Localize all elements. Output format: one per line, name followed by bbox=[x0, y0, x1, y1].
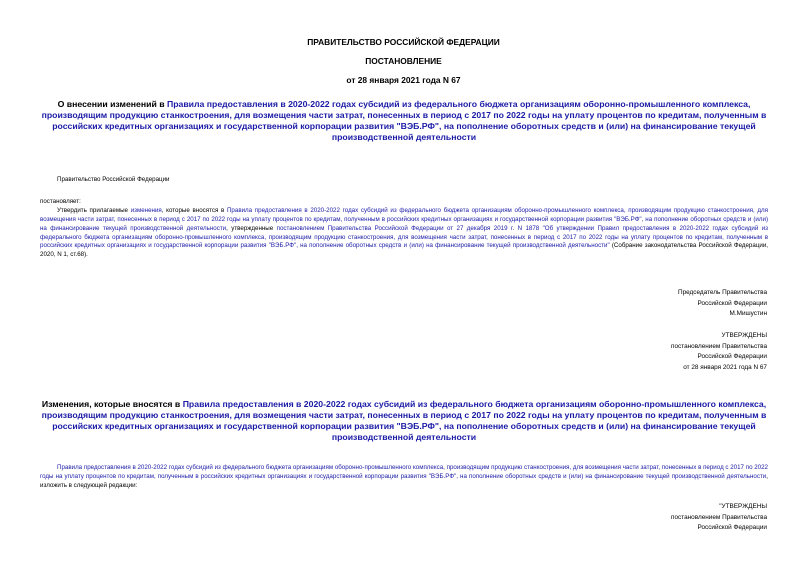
p1-mid1: , которые вносятся в bbox=[161, 207, 227, 214]
changes-title bbox=[40, 399, 768, 443]
changes-paragraph bbox=[40, 464, 768, 491]
approved-block bbox=[671, 331, 767, 373]
approved-line-4: от 28 января 2021 года N 67 bbox=[683, 363, 767, 371]
signature-line-2: Российской Федерации bbox=[697, 299, 767, 307]
changes-link[interactable]: изменения bbox=[130, 207, 162, 214]
approved-line-1: УТВЕРЖДЕНЫ bbox=[721, 332, 767, 339]
issuer-text: Правительство Российской Федерации bbox=[57, 176, 170, 183]
title-rules-link[interactable]: Правила предоставления в 2020-2022 годах субсидий из федерального бюджета организациям оборонно-промышленного комплекса, производящим продукцию станкостроения, для возмещения части затрат, понесенных в период с 2017 по 2022 годы на уплату процентов по кредитам, полученным в российских кредитных организациях и государственной корпорации развития "ВЭБ.РФ", на пополнение оборотных средств и (или) на финансирование текущей производственной деятельности bbox=[41, 99, 767, 142]
changes-title-rules-link[interactable]: Правила предоставления в 2020-2022 годах субсидий из федерального бюджета организациям оборонно-промышленного комплекса, производящим продукцию станкостроения, для возмещения части затрат, понесенных в период с 2017 по 2022 годы на уплату процентов по кредитам, полученным в российских кредитных организациях и государственной корпорации развития "ВЭБ.РФ", на пополнение оборотных средств и (или) на финансирование текущей производственной деятельности bbox=[41, 399, 767, 442]
approved2-line-3: Российской Федерации bbox=[697, 524, 767, 531]
approved-line-2: постановлением Правительства bbox=[671, 342, 767, 350]
government-name: ПРАВИТЕЛЬСТВО РОССИЙСКОЙ ФЕДЕРАЦИИ bbox=[307, 37, 500, 47]
changes-rules-link[interactable]: Правила предоставления в 2020-2022 годах субсидий из федерального бюджета организациям оборонно-промышленного комплекса, производящим продукцию станкостроения, для возмещения части затрат, понесенных в период с 2017 по 2022 годы на уплату процентов по кредитам, полученным в российских кредитных организациях и государственной корпорации развития "ВЭБ.РФ", на пополнение оборотных средств и (или) на финансирование текущей производственной деятельности bbox=[40, 464, 768, 480]
signature-line-3: М.Мишустин bbox=[729, 310, 767, 317]
p1-end: (Собрание законодательства Российской Федерации, 2020, N 1, ст.68). bbox=[40, 242, 768, 259]
decree-link[interactable]: постановлением Правительства Российской Федерации от 27 декабря 2019 г. N 1878 "Об утверждении Правил предоставления в 2020-2022 годах субсидий из федерального бюджета организациям оборонно-промышленного комплекса, производящим продукцию станкостроения, для возмещения части затрат, понесенных в период с 2017 по 2022 годы на уплату процентов по кредитам, полученным в российских кредитных организациях и государственной корпорации развития "ВЭБ.РФ", на пополнение оборотных средств и (или) на финансирование текущей производственной деятельности" bbox=[40, 224, 768, 250]
p1-mid2: , утвержденные bbox=[226, 224, 277, 232]
changes-title-prefix: Изменения, которые вносятся в bbox=[41, 399, 183, 409]
approved2-line-1: "УТВЕРЖДЕНЫ bbox=[719, 503, 767, 510]
decides-text: постановляет: bbox=[40, 198, 81, 205]
title-prefix: О внесении изменений в bbox=[57, 99, 167, 109]
changes-end: , изложить в следующей редакции: bbox=[40, 472, 768, 489]
document-title bbox=[40, 99, 768, 143]
signature-block bbox=[678, 288, 767, 320]
approved-line-3: Российской Федерации bbox=[697, 353, 767, 360]
p1-start: Утвердить прилагаемые bbox=[57, 207, 131, 214]
approved-block-2 bbox=[671, 502, 767, 534]
document-date-number: от 28 января 2021 года N 67 bbox=[346, 75, 461, 85]
rules-link[interactable]: Правила предоставления в 2020-2022 годах субсидий из федерального бюджета организациям оборонно-промышленного комплекса, производящим продукцию станкостроения, для возмещения части затрат, понесенных в период с 2017 по 2022 годы на уплату процентов по кредитам, полученным в российских кредитных организациях и государственной корпорации развития "ВЭБ.РФ", на пополнение оборотных средств и (или) на финансирование текущей производственной деятельности bbox=[40, 207, 768, 232]
signature-line-1: Председатель Правительства bbox=[678, 289, 767, 296]
approved2-line-2: постановлением Правительства bbox=[671, 513, 767, 521]
document-type: ПОСТАНОВЛЕНИЕ bbox=[365, 56, 442, 66]
main-paragraph bbox=[40, 207, 768, 260]
